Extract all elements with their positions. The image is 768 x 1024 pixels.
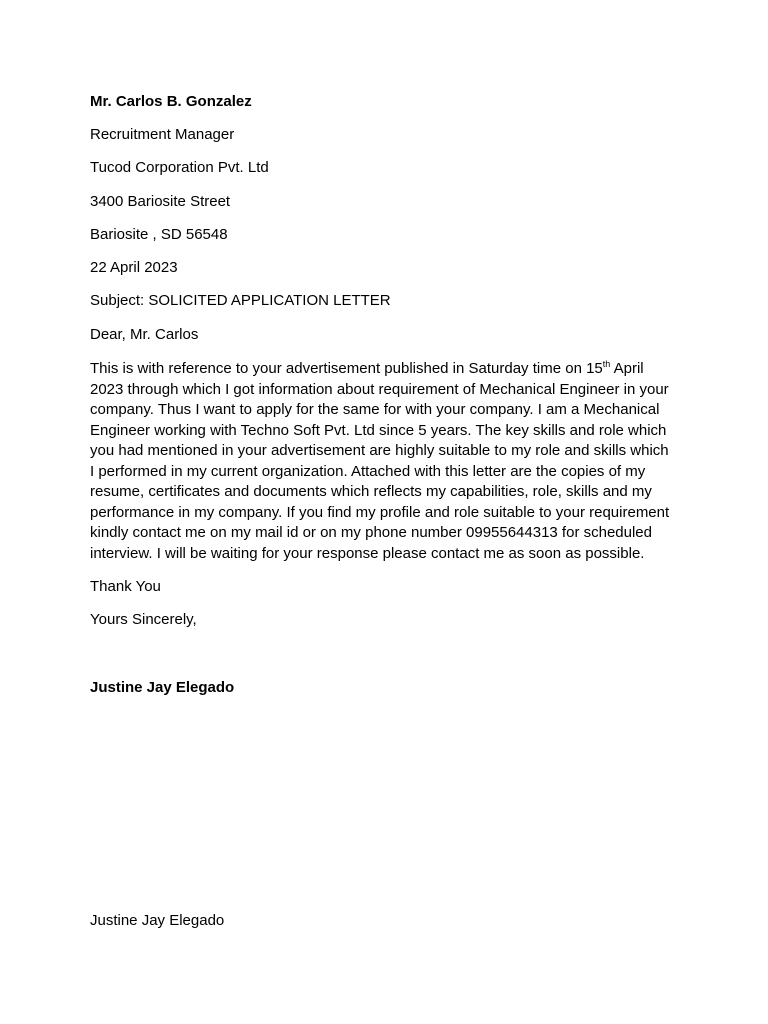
- recipient-title: Recruitment Manager: [90, 126, 235, 143]
- recipient-name: Mr. Carlos B. Gonzalez: [90, 93, 252, 110]
- body-line: you had mentioned in your advertisement are highly suitable to my role and skills which: [90, 442, 669, 459]
- closing-signoff: Yours Sincerely,: [90, 611, 197, 628]
- letter-subject: Subject: SOLICITED APPLICATION LETTER: [90, 292, 391, 309]
- recipient-city: Bariosite , SD 56548: [90, 226, 228, 243]
- body-text: This is with reference to your advertisement published in Saturday time on 15: [90, 360, 603, 377]
- body-line: kindly contact me on my mail id or on my phone number 09955644313 for scheduled: [90, 524, 652, 541]
- printed-name: Justine Jay Elegado: [90, 912, 225, 929]
- body-line: [90, 359, 690, 380]
- body-paragraph: [90, 359, 690, 564]
- closing-thanks: Thank You: [90, 578, 161, 595]
- body-line: company. Thus I want to apply for the same for with your company. I am a Mechanical: [90, 401, 660, 418]
- signature-name: Justine Jay Elegado: [90, 679, 235, 696]
- body-line: interview. I will be waiting for your response please contact me as soon as possible.: [90, 544, 645, 562]
- letter-date: 22 April 2023: [90, 259, 178, 276]
- salutation: Dear, Mr. Carlos: [90, 326, 199, 343]
- body-line: Engineer working with Techno Soft Pvt. Ltd since 5 years. The key skills and role which: [90, 421, 667, 439]
- body-text: April: [610, 360, 644, 377]
- ordinal-suffix: th: [602, 359, 611, 369]
- body-line: I performed in my current organization. Attached with this letter are the copies of my: [90, 462, 646, 480]
- body-line: 2023 through which I got information about requirement of Mechanical Engineer in your: [90, 380, 669, 398]
- body-line: performance in my company. If you find my profile and role suitable to your requirement: [90, 503, 670, 521]
- recipient-street: 3400 Bariosite Street: [90, 193, 231, 210]
- recipient-company: Tucod Corporation Pvt. Ltd: [90, 159, 269, 176]
- body-line: resume, certificates and documents which reflects my capabilities, role, skills and my: [90, 483, 652, 500]
